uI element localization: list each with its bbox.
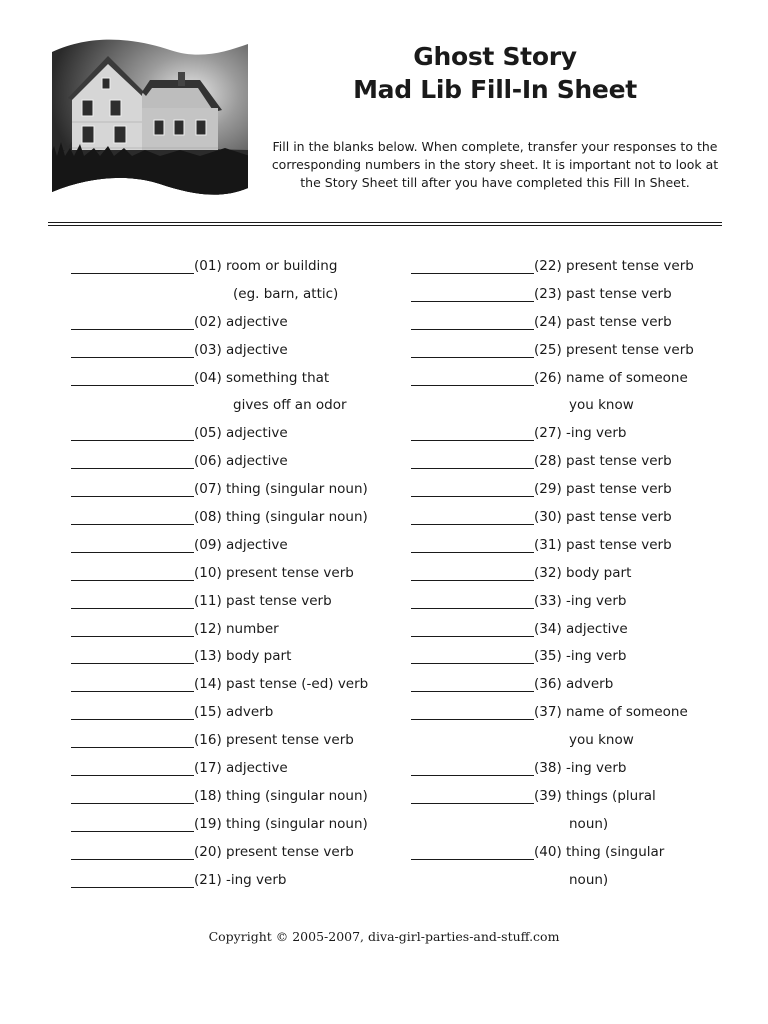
prompt-label: (14) past tense (-ed) verb xyxy=(194,676,369,693)
answer-blank[interactable] xyxy=(411,481,534,497)
prompt-label: (24) past tense verb xyxy=(534,313,672,330)
prompt-label: (28) past tense verb xyxy=(534,453,672,470)
answer-blank[interactable] xyxy=(411,676,534,692)
prompt-label: (37) name of someone xyxy=(534,704,688,721)
fill-in-row xyxy=(411,475,741,503)
answer-blank[interactable] xyxy=(71,425,194,441)
prompt-label: (07) thing (singular noun) xyxy=(194,481,368,498)
prompt-label: (19) thing (singular noun) xyxy=(194,815,368,832)
answer-blank[interactable] xyxy=(71,788,194,804)
answer-blank[interactable] xyxy=(411,286,534,302)
answer-blank[interactable] xyxy=(411,648,534,664)
answer-blank[interactable] xyxy=(71,816,194,832)
prompt-label: (09) adjective xyxy=(194,536,288,553)
answer-blank[interactable] xyxy=(411,370,534,386)
answer-blank[interactable] xyxy=(71,648,194,664)
right-column xyxy=(411,252,741,893)
fill-in-row xyxy=(71,364,401,392)
fill-in-row-continuation xyxy=(71,391,401,419)
answer-blank[interactable] xyxy=(71,676,194,692)
fill-in-row xyxy=(71,615,401,643)
answer-blank[interactable] xyxy=(411,565,534,581)
prompt-label: (34) adjective xyxy=(534,620,628,637)
fill-in-row xyxy=(71,838,401,866)
fill-in-row xyxy=(71,754,401,782)
prompt-label: (01) room or building xyxy=(194,257,338,274)
fill-in-row xyxy=(411,670,741,698)
fill-in-row xyxy=(411,587,741,615)
fill-in-row xyxy=(71,531,401,559)
prompt-label: (38) -ing verb xyxy=(534,759,627,776)
fill-in-row xyxy=(71,419,401,447)
fill-in-row xyxy=(411,252,741,280)
prompt-label: (18) thing (singular noun) xyxy=(194,787,368,804)
prompt-label: (33) -ing verb xyxy=(534,592,627,609)
fill-in-row xyxy=(411,419,741,447)
answer-blank[interactable] xyxy=(411,704,534,720)
divider-bottom xyxy=(48,225,722,226)
left-column xyxy=(71,252,401,893)
prompt-label: (30) past tense verb xyxy=(534,508,672,525)
fill-in-row xyxy=(411,364,741,392)
fill-in-row xyxy=(71,782,401,810)
fill-in-row xyxy=(71,810,401,838)
prompt-label: (26) name of someone xyxy=(534,369,688,386)
prompt-label: (25) present tense verb xyxy=(534,341,694,358)
answer-blank[interactable] xyxy=(71,872,194,888)
fill-in-row xyxy=(71,475,401,503)
prompt-label: (08) thing (singular noun) xyxy=(194,508,368,525)
copyright-text: Copyright © 2005-2007, diva-girl-parties-and-stuff.com xyxy=(208,929,560,944)
fill-in-row xyxy=(71,726,401,754)
answer-blank[interactable] xyxy=(71,565,194,581)
answer-blank[interactable] xyxy=(411,509,534,525)
fill-in-row-continuation xyxy=(411,726,741,754)
prompt-label: (13) body part xyxy=(194,648,292,665)
prompt-label: (12) number xyxy=(194,620,279,637)
answer-blank[interactable] xyxy=(411,258,534,274)
answer-blank[interactable] xyxy=(411,342,534,358)
prompt-label: (29) past tense verb xyxy=(534,481,672,498)
fill-in-row xyxy=(411,754,741,782)
page-subtitle: Mad Lib Fill-In Sheet xyxy=(353,75,637,104)
fill-in-row xyxy=(71,308,401,336)
answer-blank[interactable] xyxy=(71,704,194,720)
fill-in-row xyxy=(71,698,401,726)
answer-blank[interactable] xyxy=(71,314,194,330)
prompt-label: you know xyxy=(569,397,634,414)
answer-blank[interactable] xyxy=(411,760,534,776)
fill-in-row xyxy=(411,308,741,336)
prompt-label: (31) past tense verb xyxy=(534,536,672,553)
page-title: Ghost Story xyxy=(413,42,577,71)
fill-in-row xyxy=(411,698,741,726)
prompt-label: (03) adjective xyxy=(194,341,288,358)
fill-in-row xyxy=(71,866,401,894)
fill-in-row xyxy=(71,503,401,531)
answer-blank[interactable] xyxy=(71,621,194,637)
answer-blank[interactable] xyxy=(71,509,194,525)
fill-in-row xyxy=(411,559,741,587)
answer-blank[interactable] xyxy=(411,788,534,804)
fill-in-row xyxy=(71,447,401,475)
prompt-label: (05) adjective xyxy=(194,425,288,442)
divider-top xyxy=(48,222,722,223)
fill-in-row xyxy=(411,838,741,866)
answer-blank[interactable] xyxy=(411,844,534,860)
fill-in-row xyxy=(71,670,401,698)
prompt-label: gives off an odor xyxy=(233,397,347,414)
prompt-label: (06) adjective xyxy=(194,453,288,470)
answer-blank[interactable] xyxy=(411,453,534,469)
fill-in-row xyxy=(71,559,401,587)
answer-blank[interactable] xyxy=(71,453,194,469)
answer-blank[interactable] xyxy=(411,537,534,553)
prompt-label: (23) past tense verb xyxy=(534,285,672,302)
answer-blank[interactable] xyxy=(71,481,194,497)
fill-in-row-continuation xyxy=(411,391,741,419)
fill-in-row xyxy=(411,642,741,670)
fill-in-row xyxy=(71,642,401,670)
fill-in-row xyxy=(411,447,741,475)
answer-blank[interactable] xyxy=(71,258,194,274)
answer-blank[interactable] xyxy=(71,537,194,553)
answer-blank[interactable] xyxy=(411,593,534,609)
prompt-label: (02) adjective xyxy=(194,313,288,330)
fill-in-row xyxy=(411,531,741,559)
fill-in-row-continuation xyxy=(411,866,741,894)
prompt-label: you know xyxy=(569,732,634,749)
answer-blank[interactable] xyxy=(411,621,534,637)
fill-in-row xyxy=(411,503,741,531)
answer-blank[interactable] xyxy=(71,732,194,748)
prompt-label: (10) present tense verb xyxy=(194,564,354,581)
prompt-label: (16) present tense verb xyxy=(194,732,354,749)
answer-blank[interactable] xyxy=(71,844,194,860)
fill-in-row xyxy=(71,587,401,615)
fill-in-row xyxy=(71,336,401,364)
prompt-label: (22) present tense verb xyxy=(534,257,694,274)
answer-blank[interactable] xyxy=(411,425,534,441)
prompt-label: (27) -ing verb xyxy=(534,425,627,442)
answer-blank[interactable] xyxy=(71,593,194,609)
prompt-label: (36) adverb xyxy=(534,676,614,693)
answer-blank[interactable] xyxy=(71,370,194,386)
prompt-label: (eg. barn, attic) xyxy=(233,285,339,302)
fill-in-row xyxy=(71,252,401,280)
prompt-label: noun) xyxy=(569,871,609,888)
answer-blank[interactable] xyxy=(71,760,194,776)
haunted-house-photo xyxy=(50,38,250,198)
prompt-label: (20) present tense verb xyxy=(194,843,354,860)
prompt-label: (39) things (plural xyxy=(534,787,656,804)
prompt-label: (17) adjective xyxy=(194,759,288,776)
answer-blank[interactable] xyxy=(71,342,194,358)
fill-in-row xyxy=(411,336,741,364)
prompt-label: (32) body part xyxy=(534,564,632,581)
fill-in-row xyxy=(411,280,741,308)
prompt-label: (35) -ing verb xyxy=(534,648,627,665)
prompt-label: (04) something that xyxy=(194,369,330,386)
fill-in-row-continuation xyxy=(71,280,401,308)
prompt-label: noun) xyxy=(569,815,609,832)
fill-in-row-continuation xyxy=(411,810,741,838)
prompt-label: (21) -ing verb xyxy=(194,871,287,888)
prompt-label: (15) adverb xyxy=(194,704,274,721)
answer-blank[interactable] xyxy=(411,314,534,330)
prompt-label: (40) thing (singular xyxy=(534,843,665,860)
prompt-label: (11) past tense verb xyxy=(194,592,332,609)
instructions-text: Fill in the blanks below. When complete, transfer your responses to the corresponding numbers in the story sheet. It is important not to look at the Story Sheet till after you have completed this Fill In Sheet. xyxy=(271,139,719,190)
fill-in-row xyxy=(411,615,741,643)
fill-in-row xyxy=(411,782,741,810)
